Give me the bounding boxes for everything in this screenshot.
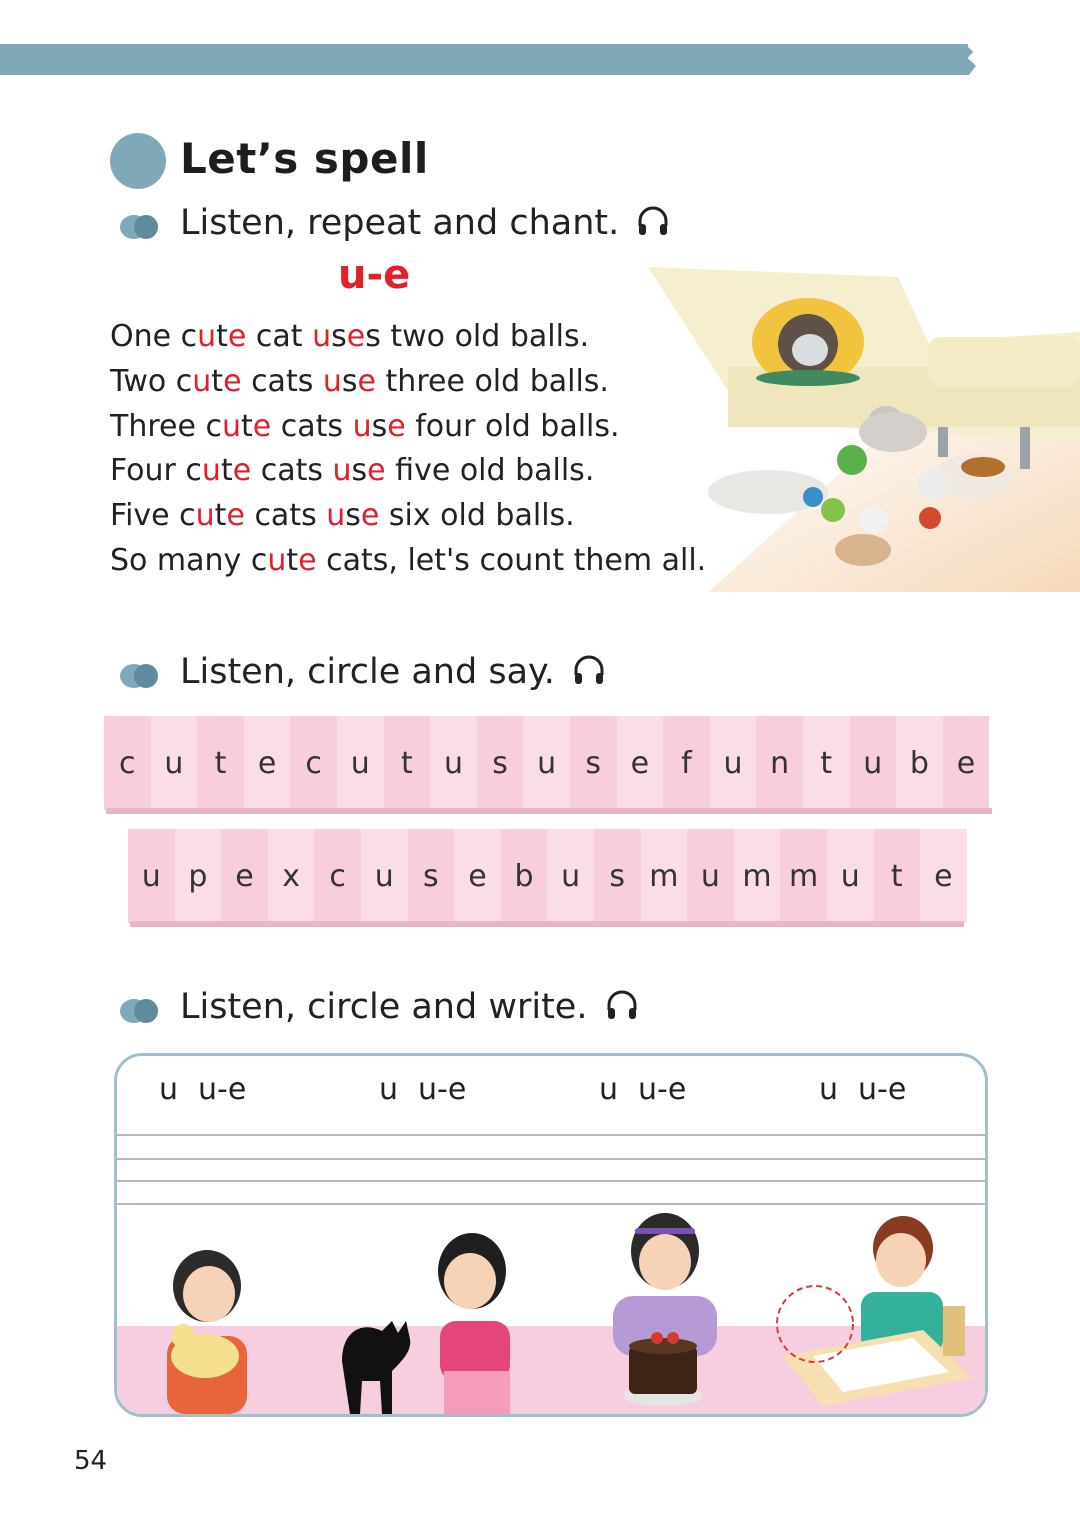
letter-cell[interactable]: f: [663, 716, 710, 810]
letter-cell[interactable]: x: [268, 829, 315, 923]
option-u[interactable]: u: [819, 1072, 839, 1107]
highlighted-letter: u: [195, 498, 215, 534]
chant-line: [110, 360, 706, 405]
highlighted-letter: e: [227, 319, 247, 354]
chant-text-segment: s two old balls.: [365, 319, 590, 354]
exercise-3-instruction-text: Listen, circle and write.: [180, 987, 588, 1027]
letter-cell[interactable]: u: [523, 716, 570, 810]
chant-text-segment: cats: [251, 453, 333, 489]
chant-text-segment: t: [220, 453, 233, 489]
chant-text-segment: five old balls.: [385, 453, 595, 489]
headphones-icon[interactable]: [605, 988, 639, 1022]
letter-cell[interactable]: e: [244, 716, 291, 810]
option-u-e[interactable]: u-e: [638, 1072, 687, 1107]
writing-line[interactable]: [117, 1203, 985, 1205]
exercise-3-instruction: [180, 987, 639, 1027]
chant-text-segment: So many c: [110, 542, 268, 578]
highlighted-letter: e: [357, 363, 376, 399]
letter-cell[interactable]: u: [850, 716, 897, 810]
headphones-icon[interactable]: [572, 653, 606, 687]
letter-cell[interactable]: u: [430, 716, 477, 810]
letter-cell[interactable]: s: [570, 716, 617, 810]
letter-cell[interactable]: u: [547, 829, 594, 923]
letter-cell[interactable]: p: [175, 829, 222, 923]
page-number: 54: [74, 1446, 108, 1476]
exercise-2-instruction-text: Listen, circle and say.: [180, 652, 555, 692]
letter-cell[interactable]: u: [128, 829, 175, 923]
spelling-pattern: u-e: [338, 252, 411, 298]
write-answer-box: [114, 1053, 988, 1417]
girl-with-duck-illustration: [147, 1236, 267, 1414]
letter-cell[interactable]: t: [874, 829, 921, 923]
letter-cell[interactable]: u: [710, 716, 757, 810]
chant-text-segment: s: [345, 498, 361, 534]
letter-cell[interactable]: s: [594, 829, 641, 923]
highlighted-letter: u: [201, 453, 221, 489]
chant-text-segment: cat: [246, 319, 313, 354]
highlighted-letter: e: [226, 498, 245, 534]
chant-text-segment: t: [216, 319, 228, 354]
highlighted-letter: e: [387, 408, 406, 444]
letter-cell[interactable]: s: [477, 716, 524, 810]
highlighted-letter: u: [326, 498, 346, 534]
letter-cell[interactable]: u: [337, 716, 384, 810]
section-marker-dot: [110, 133, 166, 189]
highlighted-letter: u: [312, 319, 332, 354]
answer-options-4[interactable]: [819, 1072, 926, 1107]
letter-cell[interactable]: e: [454, 829, 501, 923]
letter-cell[interactable]: u: [827, 829, 874, 923]
letter-cell[interactable]: t: [384, 716, 431, 810]
top-header-band: [0, 44, 968, 75]
letter-cell[interactable]: c: [104, 716, 151, 810]
highlighted-letter: e: [223, 363, 242, 399]
boy-writing-illustration: [773, 1206, 985, 1414]
chant-text-segment: s: [341, 363, 358, 399]
letter-strip-2: [128, 829, 967, 923]
letter-strip-2-shadow: [130, 921, 964, 927]
letter-cell[interactable]: m: [641, 829, 688, 923]
option-u[interactable]: u: [159, 1072, 179, 1107]
highlighted-letter: e: [298, 542, 317, 578]
chant-text-segment: cats, let's count them all.: [316, 542, 707, 578]
letter-cell[interactable]: s: [408, 829, 455, 923]
option-u-e[interactable]: u-e: [198, 1072, 247, 1107]
chant-text-segment: four old balls.: [405, 408, 620, 444]
chant-text-segment: cats: [271, 408, 353, 444]
highlighted-letter: u: [192, 363, 212, 399]
highlighted-letter: e: [252, 408, 272, 444]
letter-strip-1-shadow: [106, 808, 992, 814]
highlighted-letter: e: [346, 319, 366, 354]
letter-cell[interactable]: u: [151, 716, 198, 810]
chant-text-segment: s: [371, 408, 388, 444]
letter-cell[interactable]: t: [803, 716, 850, 810]
girl-with-black-cat-illustration: [332, 1221, 522, 1414]
highlighted-letter: e: [360, 498, 380, 534]
chant-line: [110, 449, 706, 494]
highlighted-letter: u: [322, 363, 342, 399]
chant-text-segment: s: [331, 319, 347, 354]
answer-options-1[interactable]: [159, 1072, 266, 1107]
chant-text: [110, 315, 706, 584]
chant-text-segment: One c: [110, 319, 198, 354]
letter-cell[interactable]: t: [197, 716, 244, 810]
letter-cell[interactable]: m: [780, 829, 827, 923]
chant-text-segment: six old balls.: [379, 498, 575, 534]
section-title: Let’s spell: [180, 134, 429, 183]
highlighted-letter: u: [221, 408, 241, 444]
exercise-1-instruction-text: Listen, repeat and chant.: [180, 203, 620, 243]
letter-cell[interactable]: e: [221, 829, 268, 923]
top-header-band-edge: [948, 44, 976, 75]
letter-cell[interactable]: u: [361, 829, 408, 923]
chant-text-segment: t: [211, 363, 224, 399]
headphones-icon[interactable]: [636, 204, 670, 238]
exercise-bullet: [120, 215, 158, 239]
exercise-bullet: [120, 664, 158, 688]
highlighted-letter: e: [232, 453, 252, 489]
kittens-playing-illustration: [648, 262, 1080, 592]
chant-text-segment: t: [240, 408, 253, 444]
chant-line: [110, 315, 706, 360]
highlighted-letter: u: [352, 408, 372, 444]
answer-options-3[interactable]: [599, 1072, 706, 1107]
answer-options-2[interactable]: [379, 1072, 486, 1107]
chant-text-segment: t: [286, 542, 299, 578]
letter-cell[interactable]: b: [896, 716, 943, 810]
chant-text-segment: t: [214, 498, 227, 534]
chant-text-segment: s: [351, 453, 368, 489]
exercise-1-instruction: [180, 203, 670, 243]
chant-text-segment: Two c: [110, 363, 193, 399]
highlighted-letter: u: [267, 542, 287, 578]
letter-cell[interactable]: e: [920, 829, 967, 923]
chant-line: [110, 494, 706, 539]
letter-cell[interactable]: e: [943, 716, 990, 810]
letter-cell[interactable]: m: [734, 829, 781, 923]
letter-cell[interactable]: c: [314, 829, 361, 923]
letter-cell[interactable]: u: [687, 829, 734, 923]
option-u[interactable]: u: [599, 1072, 619, 1107]
option-u-e[interactable]: u-e: [418, 1072, 467, 1107]
exercise-2-instruction: [180, 652, 606, 692]
chant-text-segment: cats: [244, 498, 327, 534]
writing-line[interactable]: [117, 1158, 985, 1160]
highlighted-letter: e: [367, 453, 386, 489]
chant-line: [110, 405, 706, 450]
girl-making-cake-illustration: [595, 1206, 735, 1414]
letter-cell[interactable]: b: [501, 829, 548, 923]
highlighted-letter: u: [197, 319, 217, 354]
writing-line[interactable]: [117, 1134, 985, 1136]
highlighted-letter: u: [332, 453, 352, 489]
exercise-bullet: [120, 999, 158, 1023]
letter-cell[interactable]: n: [756, 716, 803, 810]
letter-cell[interactable]: e: [617, 716, 664, 810]
chant-text-segment: Five c: [110, 498, 196, 534]
chant-text-segment: Four c: [110, 453, 202, 489]
letter-cell[interactable]: c: [290, 716, 337, 810]
chant-text-segment: Three c: [110, 408, 222, 444]
writing-line[interactable]: [117, 1180, 985, 1182]
chant-line: [110, 539, 706, 584]
chant-text-segment: three old balls.: [376, 363, 609, 399]
chant-text-segment: cats: [241, 363, 323, 399]
option-u-e[interactable]: u-e: [858, 1072, 907, 1107]
letter-strip-1: [104, 716, 989, 810]
option-u[interactable]: u: [379, 1072, 399, 1107]
